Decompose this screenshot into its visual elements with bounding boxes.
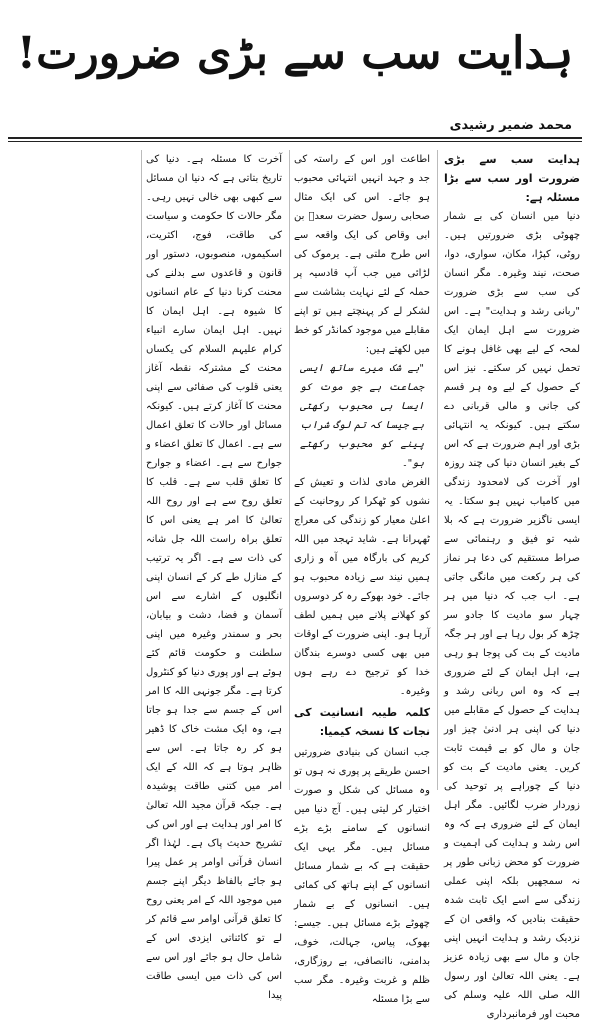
lead-heading: ہدایت سب سے بڑی ضرورت اور سب سے بڑا مسئلہ ہے: [444,153,580,204]
column-1 [444,150,580,1020]
column-3 [146,150,282,1001]
column-3-body: آخرت کا مسئلہ ہے۔ دنیا کی تاریخ بتاتی ہے کہ دنیا ان مسائل سے کبھی بھی خالی نہیں رہی۔ مگر حالات کا حکومت و سیاست کی طاقت، فوج، اکثریت، اسکیموں، منصوبوں، دستور اور قانون و قاعدوں سے بدلنے کی محنت کرنا دنیا کے عام انسانوں کا شیوہ ہے۔ اہل ایمان کا نہیں۔ اہل ایمان سارے انبیاء کرام علیہم السلام کی یکساں محنت کے مشترکہ نقطہ آغاز یعنی قلوب کی صفائی سے اپنی محنت کا آغاز کرتے ہیں۔ کیونکہ مسائل اور حالات کا تعلق اعمال سے ہے۔ اعمال کا تعلق اعضاء و جوارح سے ہے۔ اعضاء و جوارح کا تعلق قلب سے ہے۔ قلب کا تعلق روح سے ہے اور روح اللہ تعالیٰ کا امر ہے یعنی اس کا تعلق براہ راست اللہ جل شانہ کی ذات سے ہے۔ اگر یہ ترتیب کے منازل طے کر کے انسان اپنی انگلیوں کے اشارے سے اس آسمان و فضا، دشت و بیابان، بحر و سمندر وغیرہ میں اپنی سلطنت و حکومت قائم کئے ہوئے ہے اور پوری دنیا کو کنٹرول کرتا ہے۔ مگر جونہی اللہ کا امر اس کے جسم سے جدا ہو جاتا ہے، وہ ایک مشت خاک کا ڈھیر ہو کر رہ جاتا ہے۔ اس سے ظاہر ہوتا ہے کہ اللہ کے ایک امر میں کتنی طاقت پوشیدہ ہے۔ جبکہ قرآن مجید اللہ تعالیٰ کا امر اور ہدایت ہے اور اس کی تشریح حدیث پاک ہے۔ لہٰذا اگر انسان قرآنی اوامر پر عمل پیرا ہو جائے بالفاظ دیگر اپنے جسم میں موجود اللہ کے امر یعنی روح کا تعلق قرآنی اوامر سے قائم کر لے تو کائناتی ایزدی اس کے شامل حال ہو جائے اور اس سے اس کی ذات میں ایسی طاقت پیدا [146,154,282,1001]
title-divider-thin [8,141,582,142]
column-2-paragraph-3: جب انسان کی بنیادی ضرورتیں احسن طریقے پر پوری نہ ہوں تو وہ مسائل کی شکل و صورت اختیار کر لیتی ہیں۔ آج دنیا میں انسانوں کے سامنے بڑے بڑے مسائل ہیں۔ مگر یہی ایک حقیقت ہے کہ بے شمار مسائل انسانوں کے اپنے ہاتھ کی کمائی ہیں۔ انسانوں کے بے شمار چھوٹے بڑے مسائل ہیں۔ جیسے: بھوک، پیاس، جہالت، خوف، بدامنی، ناانصافی، بے روزگاری، ظلم و غربت وغیرہ۔ مگر سب سے بڑا مسئلہ [294,747,430,1005]
column-divider [289,150,290,790]
column-2-paragraph-2: الغرض مادی لذات و تعیش کے نشوں کو ٹھکرا کر روحانیت کے اعلیٰ معیار کو زندگی کی معراج ٹھہرانا ہے۔ شاید تہجد میں اللہ کریم کی بارگاہ میں آہ و زاری ہمیں نیند سے زیادہ محبوب ہو جائے۔ خود بھوکے رہ کر دوسروں کو کھلانے پلانے میں ہمیں لطف آرہا ہو۔ اپنی ضرورت کے اوقات میں بھی کسی دوسرے بندگان خدا کو ترجیح دے رہے ہوں وغیرہ۔ [294,477,430,697]
title-divider [8,137,582,139]
author-byline: محمد ضمیر رشیدی [449,118,572,133]
column-2-paragraph-1: اطاعت اور اس کے راستہ کی جد و جہد انہیں انتہائی محبوب ہو جائے۔ اس کی ایک مثال صحابی رسول حضرت سعدؓ بن ابی وقاص کی ایک واقعہ سے اس طرح ملتی ہے۔ یرموک کی لڑائی میں جب آپ قادسیہ پر حملہ کے لئے نہایت بشاشت سے لشکر لے کر پہنچتے ہیں تو اپنے مقابلے میں موجود کمانڈر کو خط میں لکھتے ہیں: [294,154,430,355]
quote: "بے شک میرے ساتھ ایسی جماعت ہے جو موت کو ایسا ہی محبوب رکھتی ہے جیسا کہ تم لوگ شراب پینے کو محبوب رکھتے ہو"۔ [300,363,424,469]
column-1-body: دنیا میں انسان کی بے شمار چھوٹی بڑی ضرورتیں ہیں۔ روٹی، کپڑا، مکان، سواری، دوا، صحت، نیند وغیرہ۔ مگر انسان کی سب سے بڑی ضرورت "ربانی رشد و ہدایت" ہے۔ اس ضرورت سے اہل ایمان ایک لمحہ کے لیے بھی غافل ہونے کا تحمل نہیں کر سکتے۔ نیز اس کے حصول کے لیے وہ ہر قسم کی جانی و مالی قربانی دے سکتے ہیں۔ کیونکہ یہ انتہائی بڑی اور اہم ضرورت ہے کہ اس کے بغیر انسان دنیا کی چند روزہ اور آخرت کی لامحدود زندگی میں کامیاب نہیں ہو سکتا۔ یہ ایسی ناگزیر ضرورت ہے کہ بلا شبہ تو فیق و رہنمائی سے صراط مستقیم کی دعا ہر نماز کی ہر رکعت میں مانگی جاتی ہے۔ اب جب کہ دنیا میں ہر چہار سو مادیت کا جادو سر چڑھ کر بول رہا ہے اور ہر جگہ مادیت کے بت کی پوجا ہو رہی ہے، اہل ایمان کے لئے ضروری ہے کہ وہ اس ربانی رشد و ہدایت کے حصول کے مقابلے میں دنیا کی اپنی ہر ادنیٰ چیز اور جان و مال کو بے قیمت ثابت کریں۔ یعنی مادیت کے بت کو دنیا کے چوراہے پر توحید کی زوردار ضرب لگائیں۔ مگر اہل ایمان کے لئے ضروری ہے کہ وہ اس رشد و ہدایت کی اہمیت و ضرورت کو محض زبانی طور پر نہ سمجھیں بلکہ اپنی عملی زندگی سے اسے ایک ثابت شدہ حقیقت بنادیں کہ واقعی ان کے نزدیک رشد و ہدایت انہیں اپنی جان و مال سے بھی زیادہ عزیز ہے۔ یعنی اللہ تعالیٰ اور رسول اللہ صلی اللہ علیہ وسلم کی محبت اور فرمانبرداری [444,211,580,1020]
column-divider [437,150,438,790]
column-2 [294,150,430,1005]
article-title: ہدایت سب سے بڑی ضرورت! [16,28,574,79]
column-divider [141,150,142,790]
column-4 [0,150,134,795]
section-subheading: کلمہ طیبہ انسانیت کی نجات کا نسخہ کیمیا: [294,706,430,738]
